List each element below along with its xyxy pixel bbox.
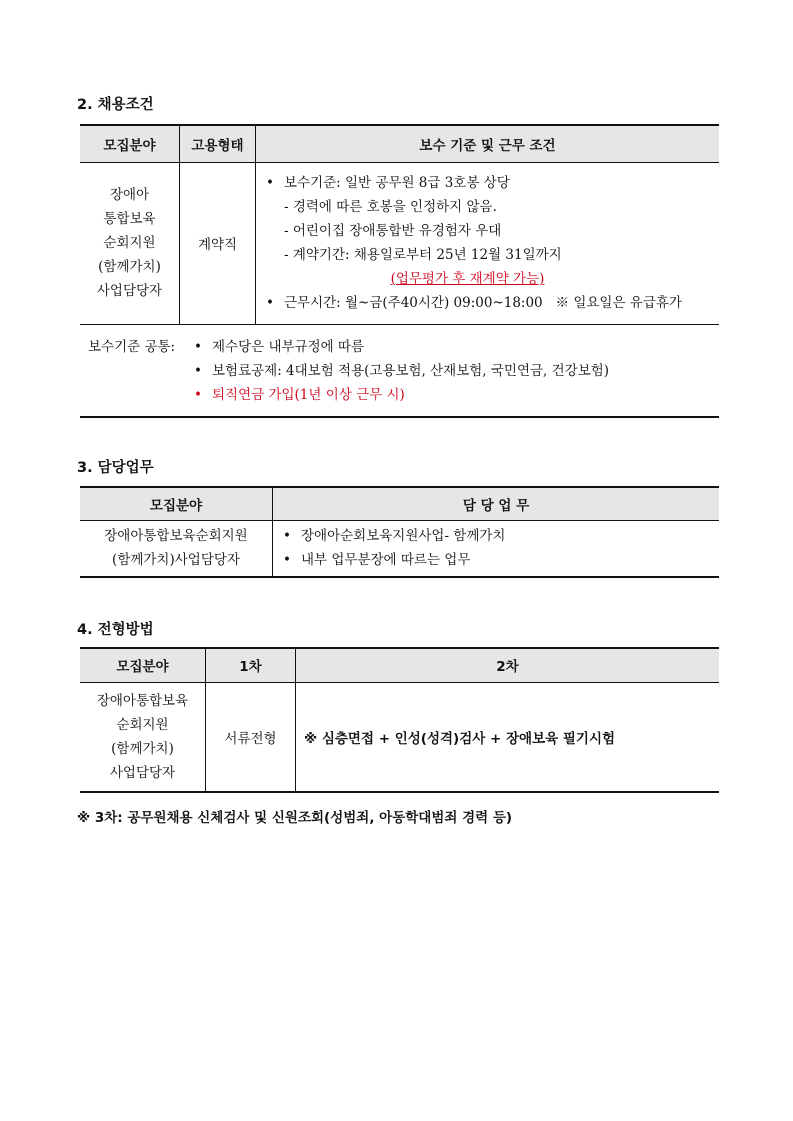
field-line: 장애아통합보육 — [96, 692, 189, 709]
duties-table — [80, 486, 719, 578]
field-line: 사업담당자 — [96, 283, 163, 299]
header-conditions: 보수 기준 및 근무 조건 — [256, 125, 720, 162]
field-line: 장애아 — [109, 187, 150, 203]
field-line: 장애아통합보육순회지원 — [104, 528, 248, 545]
field-line: 순회지원 — [116, 716, 169, 733]
sub-item: - 어린이집 장애통합반 유경험자 우대 — [284, 223, 502, 239]
second-stage-cell: ※ 심층면접 + 인성(성격)검사 + 장애보육 필기시험 — [304, 730, 616, 747]
common-item-pension: • 퇴직연금 가입(1년 이상 근무 시) — [192, 383, 692, 407]
section4-title: 4. 전형방법 — [77, 622, 154, 638]
conditions-cell — [256, 162, 720, 324]
field-line: 사업담당자 — [109, 764, 176, 781]
work-hours-item — [264, 291, 711, 315]
field-cell — [80, 162, 180, 324]
common-item: • 보험료공제: 4대보험 적용(고용보험, 산재보험, 국민연금, 건강보험) — [192, 359, 692, 383]
first-stage-cell: 서류전형 — [206, 682, 296, 792]
third-stage-note: ※ 3차: 공무원채용 신체검사 및 신원조회(성범죄, 아동학대범죄 경력 등) — [77, 810, 513, 826]
duty-item: • 장애아순회보육지원사업- 함께가치 — [281, 524, 711, 548]
duties-cell — [273, 520, 720, 577]
employment-conditions-table — [80, 124, 719, 418]
header-employment-type: 고용형태 — [180, 125, 256, 162]
common-item: • 제수당은 내부규정에 따름 — [192, 335, 692, 359]
field-cell — [80, 682, 206, 792]
header-field: 모집분야 — [80, 487, 273, 520]
common-label: 보수기준 공통: — [88, 338, 176, 355]
header-field: 모집분야 — [80, 648, 206, 682]
sunday-note: ※ 일요일은 유급휴가 — [555, 295, 682, 311]
employment-type-cell: 계약직 — [180, 162, 256, 324]
pay-basis: • 보수기준: 일반 공무원 8급 3호봉 상당 — [264, 171, 711, 195]
renewal-note: (업무평가 후 재계약 가능) — [390, 271, 545, 287]
header-first: 1차 — [206, 648, 296, 682]
common-pay-cell — [80, 324, 719, 417]
field-line: (함께가치) — [98, 259, 161, 275]
field-line: 순회지원 — [103, 235, 156, 251]
selection-method-table — [80, 647, 719, 793]
section2-title: 2. 채용조건 — [77, 97, 154, 113]
header-field: 모집분야 — [80, 125, 180, 162]
section3-title: 3. 담당업무 — [77, 460, 154, 476]
field-cell — [80, 520, 273, 577]
duty-item: • 내부 업무분장에 따르는 업무 — [281, 548, 711, 572]
field-line: (함께가치) — [111, 740, 174, 757]
field-line: 통합보육 — [103, 211, 156, 227]
header-duties: 담 당 업 무 — [273, 487, 720, 520]
sub-item: - 경력에 따른 호봉을 인정하지 않음. — [284, 199, 497, 215]
field-line: (함께가치)사업담당자 — [112, 552, 240, 569]
header-second: 2차 — [296, 648, 720, 682]
work-hours: 근무시간: 월~금(주40시간) 09:00~18:00 — [284, 295, 543, 311]
sub-item: - 계약기간: 채용일로부터 25년 12월 31일까지 — [284, 247, 562, 263]
